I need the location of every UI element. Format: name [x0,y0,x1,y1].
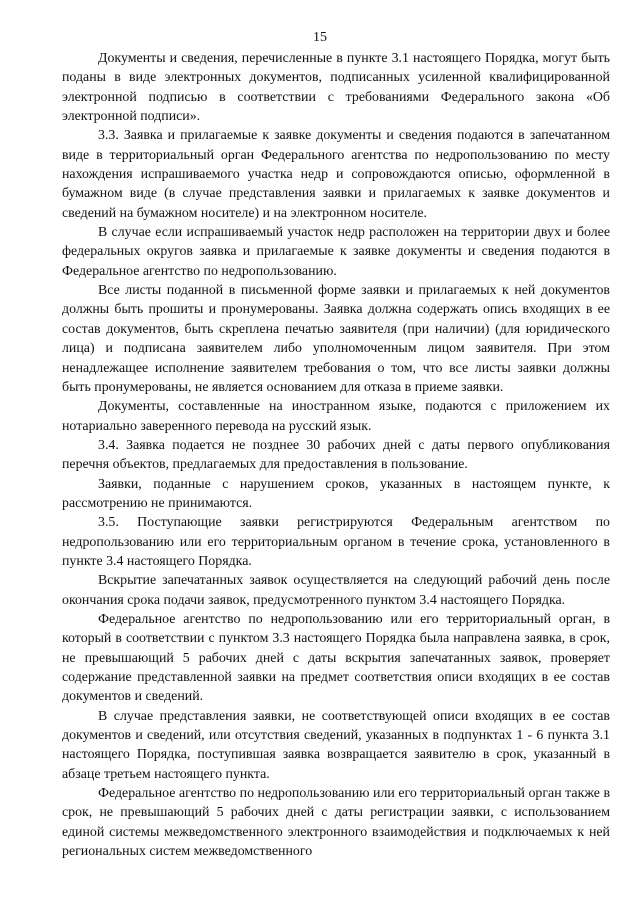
paragraph-3-5-registration: 3.5. Поступающие заявки регистрируются Федеральным агентством по недропользованию или его территориальным органом в течение срока, установленного в пункте 3.4 настоящего Порядка. [62,515,610,569]
paragraph-return-application: В случае представления заявки, не соответствующей описи входящих в ее состав документов и сведений, или отсутствия сведений, указанных в подпунктах 1 - 6 пункта 3.1 настоящего Порядка, поступившая заявка возвращается заявителю в срок, указанный в абзаце третьем настоящего пункта. [62,708,610,782]
page-number: 15 [313,30,327,45]
paragraph-foreign-language: Документы, составленные на иностранном языке, подаются с приложением их нотариально заверенного перевода на русский язык. [62,399,610,434]
paragraph-opening-envelopes: Вскрытие запечатанных заявок осуществляется на следующий рабочий день после окончания срока подачи заявок, предусмотренного пунктом 3.4 настоящего Порядка. [62,573,610,608]
paragraph-federal-districts: В случае если испрашиваемый участок недр расположен на территории двух и более федеральных округов заявка и прилагаемые к заявке документы и сведения подаются в Федеральное агентство по недропользованию. [62,225,610,279]
paragraph-3-3-submission: 3.3. Заявка и прилагаемые к заявке документы и сведения подаются в запечатанном виде в территориальный орган Федерального агентства по недропользованию по месту нахождения испрашиваемого участка недр и сопровождаются описью, оформленной в бумажном виде (в случае представления заявки и прилагаемых к заявке документов и сведений на бумажном носителе) и на электронном носителе. [62,128,610,221]
paragraph-interagency-request: Федеральное агентство по недропользованию или его территориальный орган также в срок, не превышающий 5 рабочих дней с даты регистрации заявки, с использованием единой системы межведомственного электронного взаимодействия и подключаемых к ней региональных систем межведомственного [62,786,610,860]
document-body [62,49,610,861]
paragraph-electronic-documents: Документы и сведения, перечисленные в пункте 3.1 настоящего Порядка, могут быть поданы в виде электронных документов, подписанных усиленной квалифицированной электронной подписью в соответствии с требованиями Федерального закона «Об электронной подписи». [62,51,610,125]
paragraph-3-4-deadline: 3.4. Заявка подается не позднее 30 рабочих дней с даты первого опубликования перечня объектов, предлагаемых для предоставления в пользование. [62,437,610,473]
paragraph-sheets-numbered: Все листы поданной в письменной форме заявки и прилагаемых к ней документов должны быть прошиты и пронумерованы. Заявка должна содержать опись входящих в ее состав документов, быть скреплена печатью заявителя (при наличии) (для юридического лица) и подписана заявителем либо уполномоченным лицом заявителя. При этом ненадлежащее исполнение заявителем требования о том, что все листы заявки должны быть пронумерованы, не является основанием для отказа в приеме заявки. [62,283,610,395]
paragraph-late-applications: Заявки, поданные с нарушением сроков, указанных в настоящем пункте, к рассмотрению не принимаются. [62,476,610,511]
paragraph-content-check: Федеральное агентство по недропользованию или его территориальный орган, в который в соответствии с пунктом 3.3 настоящего Порядка была направлена заявка, в срок, не превышающий 5 рабочих дней с даты вскрытия запечатанных заявок, проверяет содержание представленной заявки на предмет соответствия описи входящих в ее состав документов и сведений. [62,611,610,705]
